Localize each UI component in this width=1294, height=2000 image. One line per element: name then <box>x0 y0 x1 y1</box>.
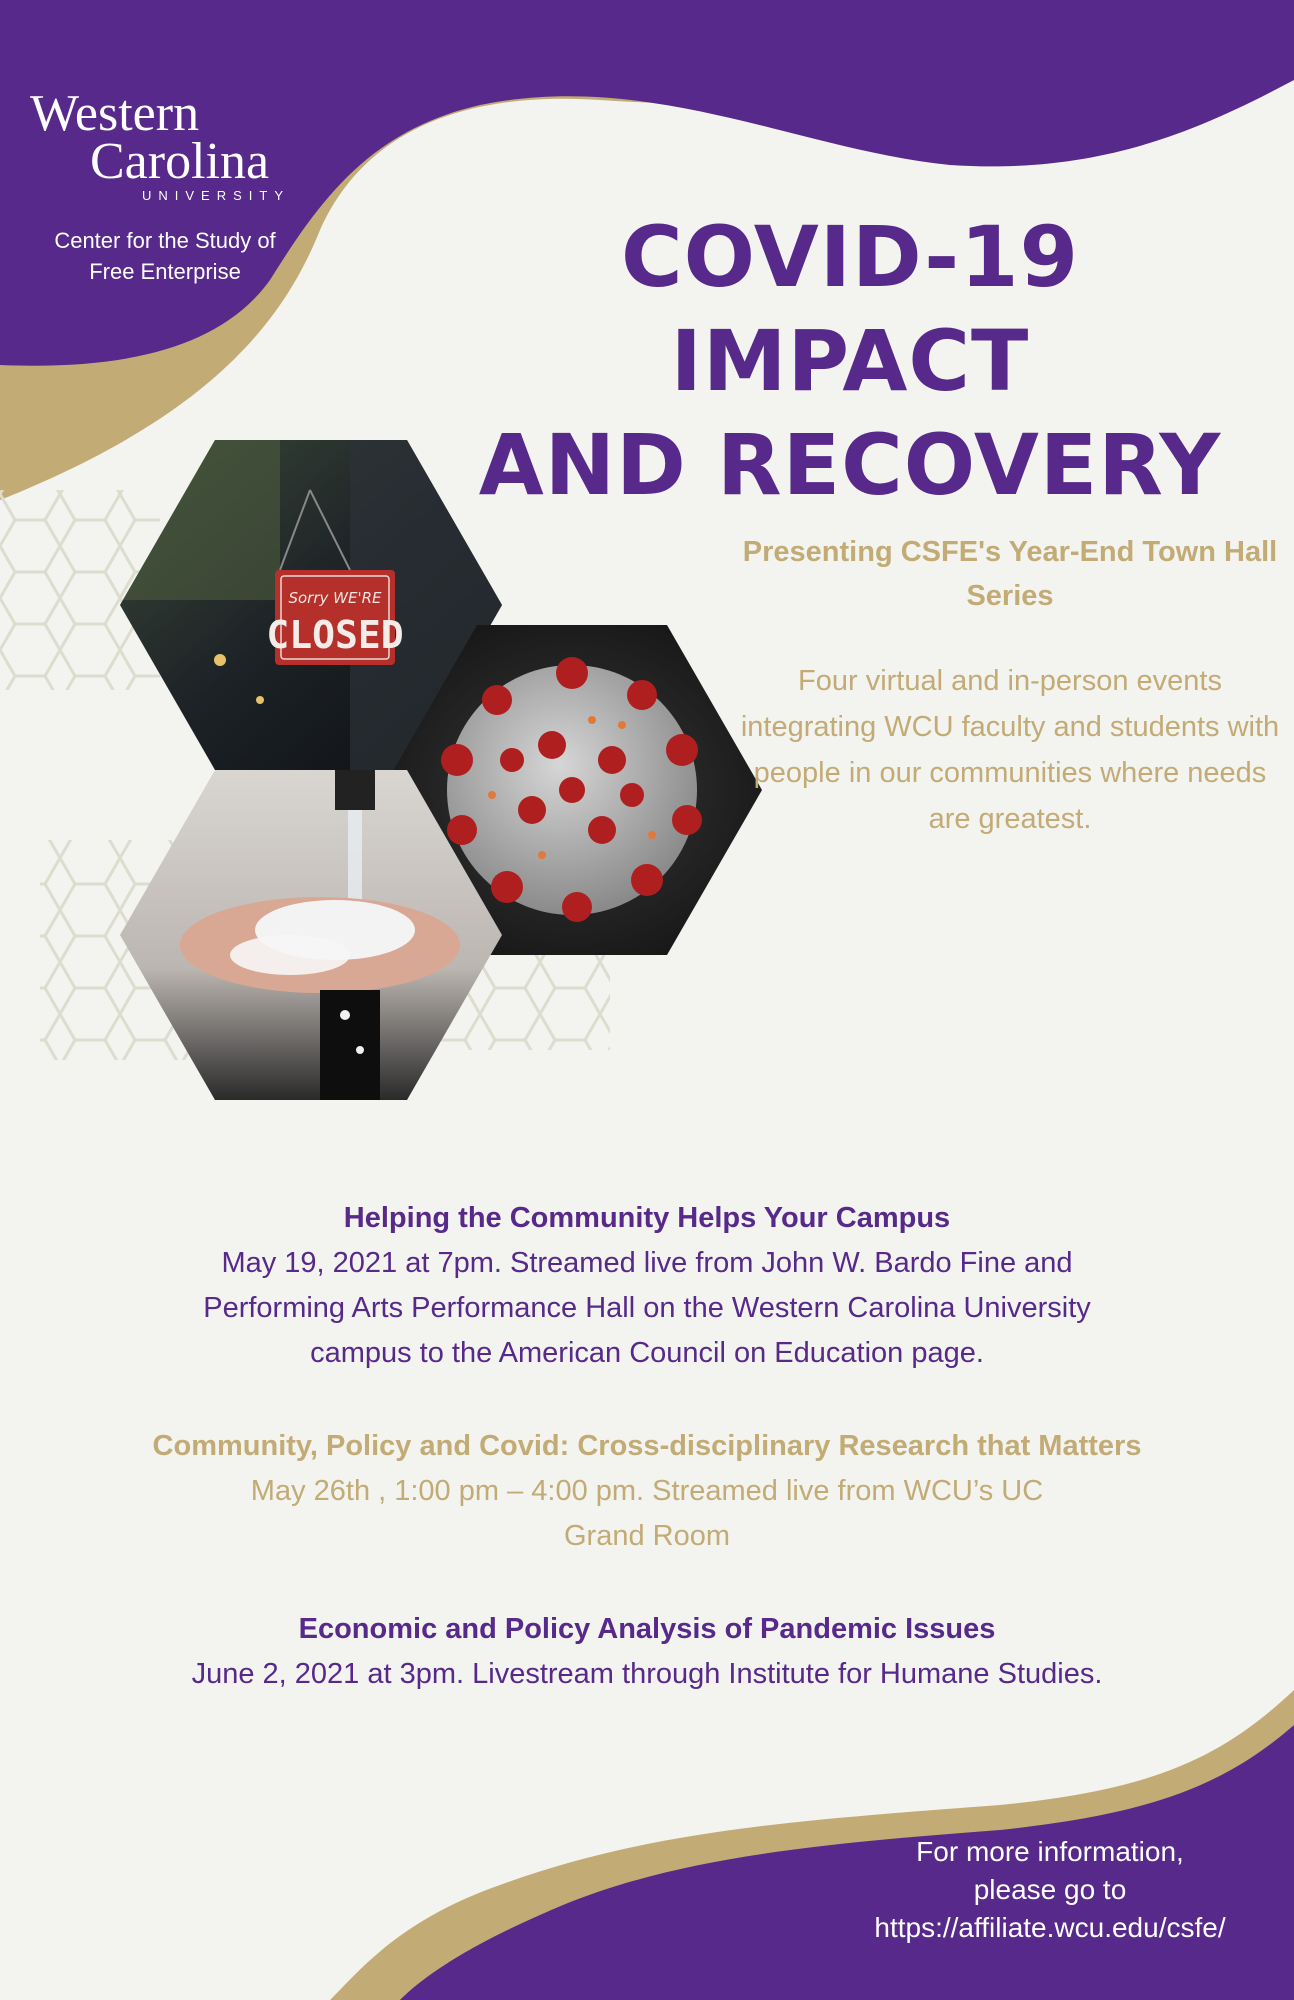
event-item <box>40 1607 1254 1697</box>
sign-main-text: CLOSED <box>266 613 404 657</box>
intro-body: Four virtual and in-person events integrating WCU faculty and students with people in our communities where needs are greatest. <box>740 665 1280 835</box>
event-item <box>40 1424 1254 1559</box>
event-title: Economic and Policy Analysis of Pandemic Issues <box>298 1613 996 1645</box>
logo-line-western: Western <box>30 85 200 142</box>
event-title: Community, Policy and Covid: Cross-disciplinary Research that Matters <box>152 1430 1142 1462</box>
event-details: June 2, 2021 at 3pm. Livestream through Institute for Humane Studies. <box>191 1658 1103 1690</box>
intro-heading: Presenting CSFE's Year-End Town Hall Series <box>742 536 1278 612</box>
event-details: May 26th , 1:00 pm – 4:00 pm. Streamed live from WCU’s UC Grand Room <box>250 1475 1044 1552</box>
event-title: Helping the Community Helps Your Campus <box>343 1202 951 1234</box>
footer-url-link[interactable]: https://affiliate.wcu.edu/csfe/ <box>874 1912 1226 1943</box>
footer-line-1: For more information, <box>916 1836 1184 1867</box>
page-title <box>430 205 1270 517</box>
logo-center-name: Center for the Study of Free Enterprise <box>54 228 276 284</box>
logo-university: UNIVERSITY <box>142 188 291 203</box>
footer-line-2: please go to <box>973 1874 1127 1905</box>
event-item <box>40 1196 1254 1376</box>
intro-section <box>740 530 1280 842</box>
title-line-1: COVID-19 IMPACT <box>620 208 1080 410</box>
handwashing-photo <box>120 770 502 1100</box>
sign-top-text: Sorry WE'RE <box>288 589 382 607</box>
logo-line-carolina: Carolina <box>90 133 270 190</box>
wcu-logo <box>30 85 320 287</box>
footer-info <box>800 1833 1294 1947</box>
events-list <box>40 1196 1254 1745</box>
event-details: May 19, 2021 at 7pm. Streamed live from John W. Bardo Fine and Performing Arts Performance Hall on the Western Carolina University campus to the American Council on Education page. <box>203 1247 1091 1369</box>
title-line-2: AND RECOVERY <box>478 416 1222 514</box>
logo-wordmark <box>30 85 320 190</box>
